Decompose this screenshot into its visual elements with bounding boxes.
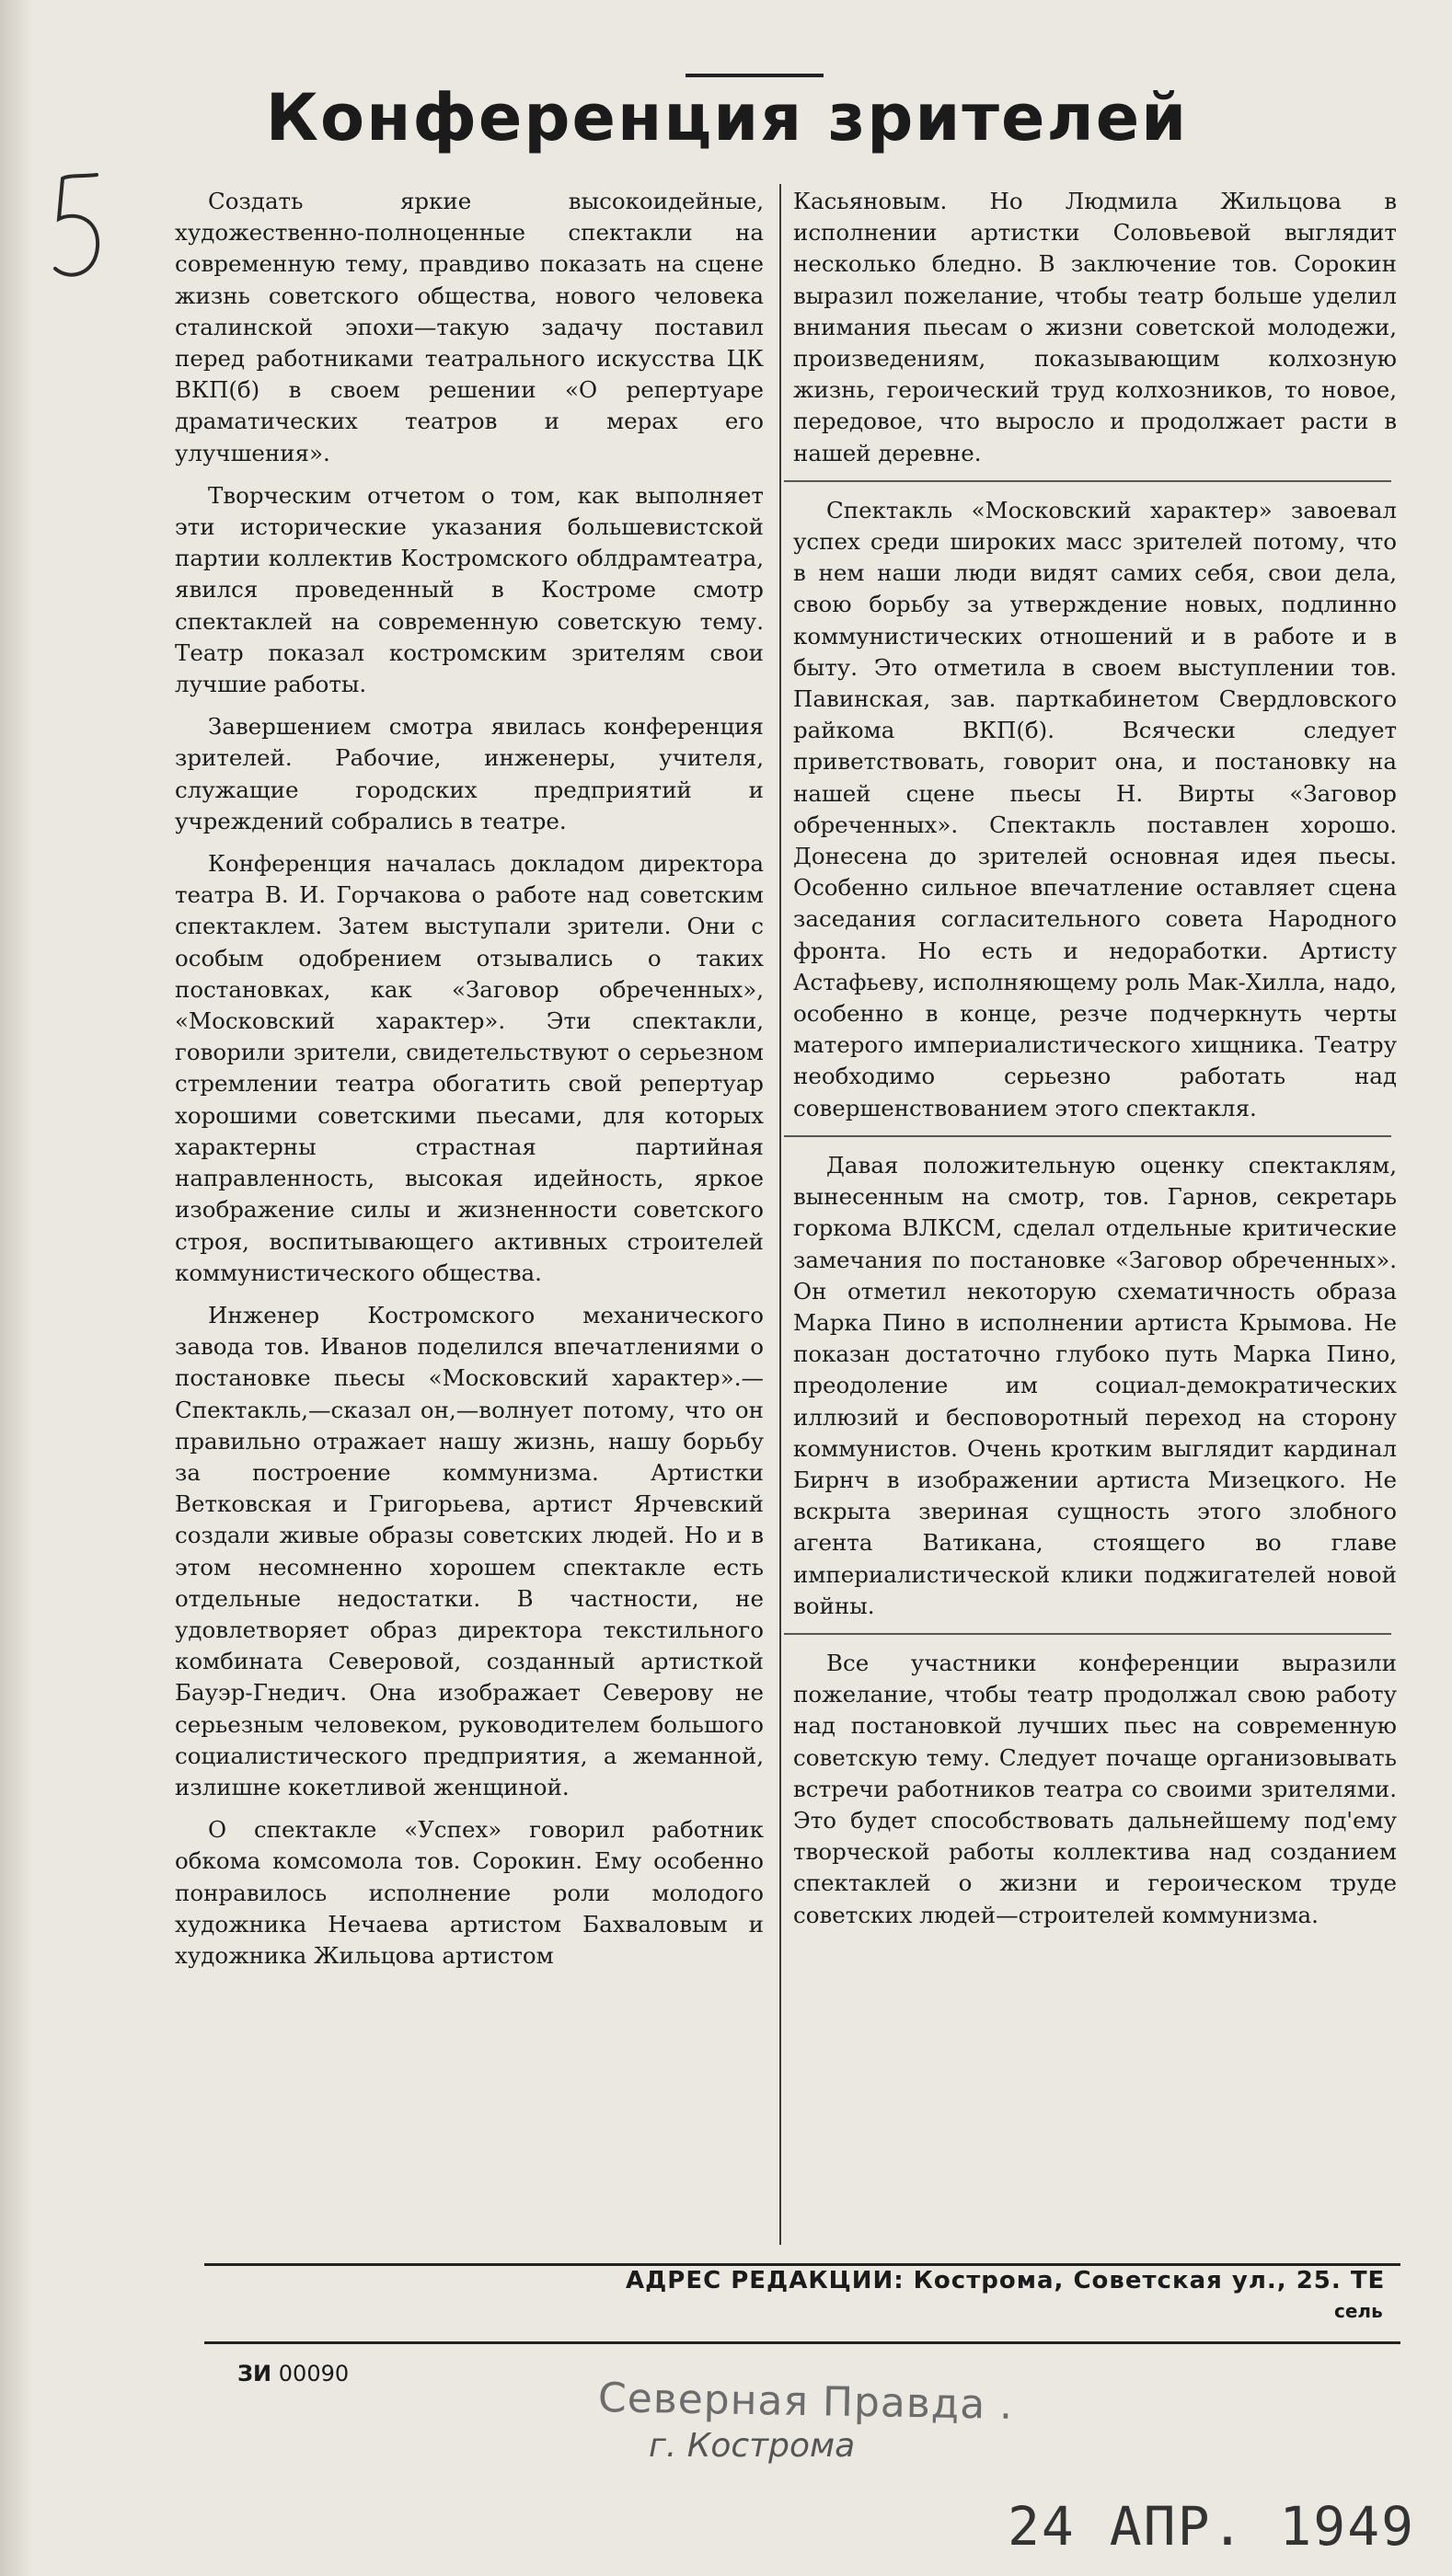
handwritten-margin-mark <box>46 166 110 304</box>
paragraph: Инженер Костромского механического завода тов. Иванов поделился впечатлениями о постановке пьесы «Московский характер».—Спектакль,—сказал он,—волнует потому, что он правильно отражает нашу жизнь, нашу борьбу за построение коммунизма. Артистки Ветковская и Григорьева, артист Ярчевский создали живые образы советских людей. Но и в этом несомненно хорошем спектакле есть отдельные недостатки. В частности, не удовлетворяет образ директора текстильного комбината Северовой, созданный артисткой Бауэр-Гнедич. Она изображает Северову не серьезным человеком, руководителем большого социалистического предприятия, а жеманной, излишне кокетливой женщиной. <box>175 1301 764 1800</box>
page-edge-shadow <box>0 0 33 2576</box>
paragraph: О спектакле «Успех» говорил работник обкома комсомола тов. Сорокин. Ему особенно понравилось исполнение роли молодого художника Нечаева артистом Бахваловым и художника Жильцова артистом <box>175 1816 764 1969</box>
paragraph: Завершением смотра явилась конференция зрителей. Рабочие, инженеры, учителя, служащие городских предприятий и учреждений собрались в театре. <box>175 713 764 834</box>
section-rule <box>784 1633 1391 1635</box>
print-code <box>237 2361 349 2386</box>
paragraph: Все участники конференции выразили пожелание, чтобы театр продолжал свою работу над постановкой лучших пьес на современную советскую тему. Следует почаще организовывать встречи работников театра со своими зрителями. Это будет способствовать дальнейшему под'ему творческой работы коллектива над созданием спектаклей о жизни и героическом труде советских людей—строителей коммунизма. <box>793 1649 1397 1928</box>
library-stamp-city: г. Кострома <box>649 2427 856 2465</box>
date-stamp: 24 АПР. 1949 <box>1008 2495 1416 2558</box>
article-title: Конференция зрителей <box>265 80 1189 155</box>
right-column <box>793 186 1397 2247</box>
section-rule <box>784 480 1391 482</box>
top-rule <box>686 74 824 77</box>
editorial-address-tail: сель <box>1334 2300 1383 2322</box>
footer-rule-bottom <box>204 2341 1400 2344</box>
editorial-address: АДРЕС РЕДАКЦИИ: Кострома, Советская ул., 25. ТЕ <box>626 2267 1386 2294</box>
paragraph: Конференция началась докладом директора театра В. И. Горчакова о работе над советским спектаклем. Затем выступали зрители. Они с особым одобрением отзывались о таких постановках, как «Заговор обреченных», «Московский характер». Эти спектакли, говорили зрители, свидетельствуют о серьезном стремлении театра обогатить свой репертуар хорошими советскими пьесами, для которых характерны страстная партийная направленность, высокая идейность, яркое изображение силы и жизненности советского строя, воспитывающего активных строителей коммунистического общества. <box>175 850 764 1286</box>
print-code-number: 00090 <box>278 2361 350 2386</box>
paragraph: Творческим отчетом о том, как выполняет эти исторические указания большевистской партии коллектив Костромского облдрамтеатра, явился проведенный в Костроме смотр спектаклей на современную советскую тему. Театр показал костромским зрителям свои лучшие работы. <box>175 481 764 698</box>
paragraph-continuation: Касьяновым. Но Людмила Жильцова в исполнении артистки Соловьевой выглядит несколько бледно. В заключение тов. Сорокин выразил пожелание, чтобы театр больше уделил внимания пьесам о жизни советской молодежи, произведениям, показывающим колхозную жизнь, героический труд колхозников, то новое, передовое, что выросло и продолжает расти в нашей деревне. <box>793 188 1397 466</box>
paragraph: Давая положительную оценку спектаклям, вынесенным на смотр, тов. Гарнов, секретарь горкома ВЛКСМ, сделал отдельные критические замечания по постановке «Заговор обреченных». Он отметил некоторую схематичность образа Марка Пино в исполнении артиста Крымова. Не показан достаточно глубоко путь Марка Пино, преодоление им социал-демократических иллюзий и бесповоротный переход на сторону коммунистов. Очень кротким выглядит кардинал Бирнч в изображении артиста Мизецкого. Не вскрыта звериная сущность этого злобного агента Ватикана, стоящего во главе империалистической клики поджигателей новой войны. <box>793 1151 1397 1619</box>
column-divider <box>779 184 781 2245</box>
footer-rule-top <box>204 2263 1400 2266</box>
left-column <box>175 186 764 2247</box>
paragraph: Спектакль «Московский характер» завоевал успех среди широких масс зрителей потому, что в нем наши люди видят самих себя, свои дела, свою борьбу за утверждение новых, подлинно коммунистических отношений и в работе и в быту. Это отметила в своем выступлении тов. Павинская, зав. парткабинетом Свердловского райкома ВКП(б). Всячески следует приветствовать, говорит она, и постановку на нашей сцене пьесы Н. Вирты «Заговор обреченных». Спектакль поставлен хорошо. Донесена до зрителей основная идея пьесы. Особенно сильное впечатление оставляет сцена заседания согласительного совета Народного фронта. Но есть и недоработки. Артисту Астафьеву, исполняющему роль Мак-Хилла, надо, особенно в конце, резче подчеркнуть черты матерого империалистического хищника. Театру необходимо серьезно работать над совершенствованием этого спектакля. <box>793 496 1397 1121</box>
print-code-prefix: ЗИ <box>237 2361 272 2386</box>
library-stamp-name: Северная Правда . <box>597 2375 1014 2429</box>
paragraph: Создать яркие высокоидейные, художественно-полноценные спектакли на современную тему, правдиво показать на сцене жизнь советского общества, нового человека сталинской эпохи—такую задачу поставил перед работниками театрального искусства ЦК ВКП(б) в своем решении «О репертуаре драматических театров и мерах его улучшения». <box>175 188 764 466</box>
section-rule <box>784 1135 1391 1137</box>
